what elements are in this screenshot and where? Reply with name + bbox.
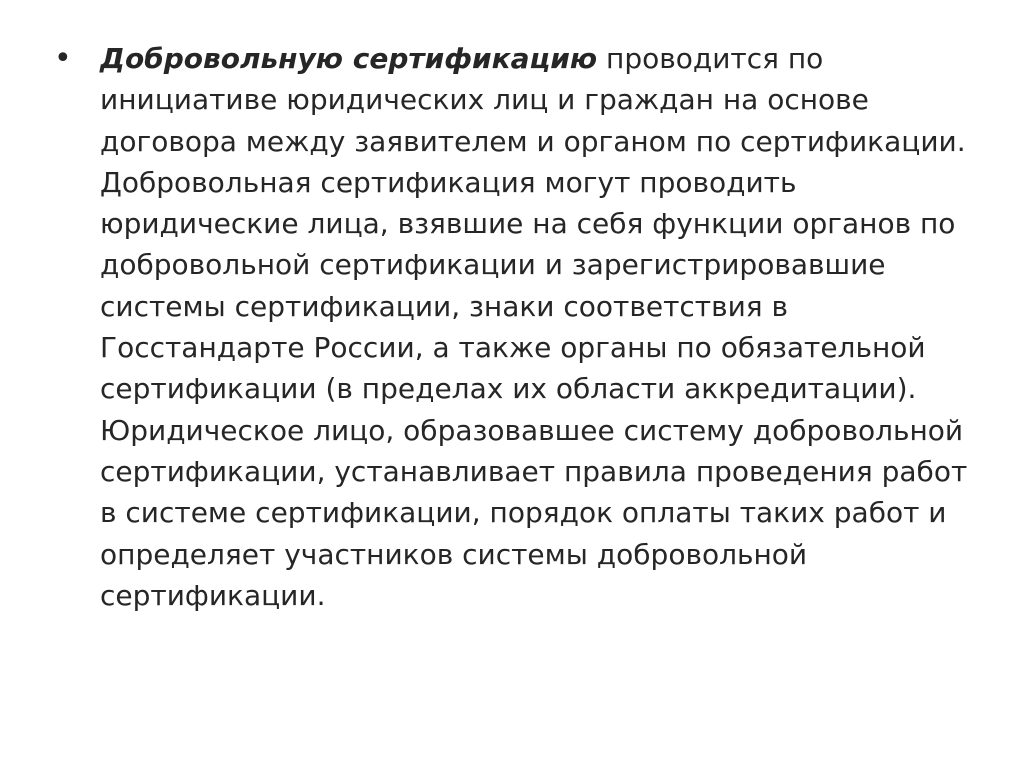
bullet-icon: • — [54, 41, 72, 76]
paragraph-body: проводится по инициативе юридических лиц и граждан на основе договора между заявителем и органом по сертификации. Добровольная сертификация могут проводить юридические лица, взявшие на себя функции органов по добровольной сертификации и зарегистрировавшие системы сертификации, знаки соответствия в Госстандарте России, а также органы по обязательной сертификации (в пределах их области аккредитации). Юридическое лицо, образовавшее систему добровольной сертификации, устанавливает правила проведения работ в системе сертификации, порядок оплаты таких работ и определяет участников системы добровольной сертификации. — [100, 42, 968, 612]
emphasized-term: Добровольную сертификацию — [100, 42, 598, 75]
bullet-paragraph — [100, 38, 980, 616]
